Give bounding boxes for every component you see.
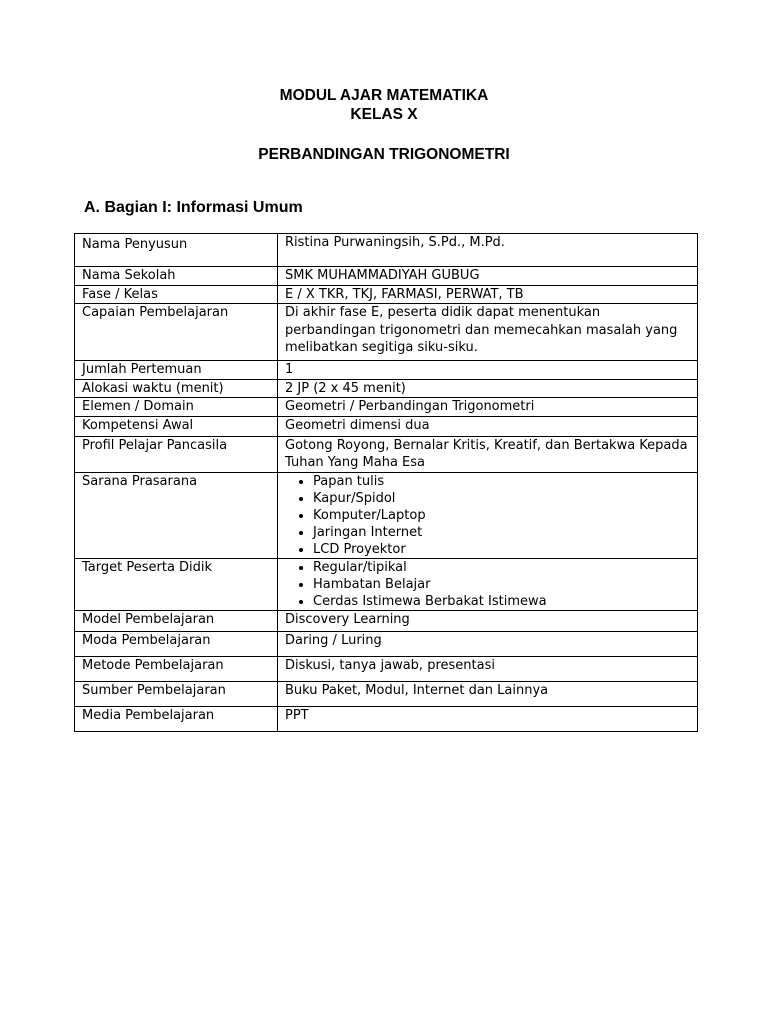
table-row: [75, 267, 698, 286]
row-label: Profil Pelajar Pancasila: [75, 436, 278, 472]
table-row: [75, 681, 698, 706]
row-value: SMK MUHAMMADIYAH GUBUG: [278, 267, 698, 286]
table-row: [75, 610, 698, 631]
general-info-table: [74, 233, 698, 732]
row-value: Ristina Purwaningsih, S.Pd., M.Pd.: [278, 234, 698, 267]
row-value: Geometri / Perbandingan Trigonometri: [278, 398, 698, 417]
row-label: Moda Pembelajaran: [75, 631, 278, 656]
list-item: • Komputer/Laptop: [313, 507, 691, 524]
row-value: PPT: [278, 706, 698, 731]
list-item: • Cerdas Istimewa Berbakat Istimewa: [313, 593, 691, 610]
table-row: [75, 398, 698, 417]
row-label: Kompetensi Awal: [75, 416, 278, 436]
row-label: Media Pembelajaran: [75, 706, 278, 731]
row-label: Elemen / Domain: [75, 398, 278, 417]
row-value: Geometri dimensi dua: [278, 416, 698, 436]
row-value: Diskusi, tanya jawab, presentasi: [278, 656, 698, 681]
section-heading: A. Bagian I: Informasi Umum: [84, 199, 303, 216]
row-label: Metode Pembelajaran: [75, 656, 278, 681]
table-row: [75, 304, 698, 361]
row-label: Alokasi waktu (menit): [75, 379, 278, 398]
row-label: Sumber Pembelajaran: [75, 681, 278, 706]
table-row: [75, 472, 698, 558]
row-value-list: [278, 472, 698, 558]
list-item: • LCD Proyektor: [313, 541, 691, 558]
table-row: [75, 285, 698, 304]
row-value: 2 JP (2 x 45 menit): [278, 379, 698, 398]
row-value: E / X TKR, TKJ, FARMASI, PERWAT, TB: [278, 285, 698, 304]
target-list: [285, 559, 691, 610]
list-item: • Jaringan Internet: [313, 524, 691, 541]
table-row: [75, 706, 698, 731]
row-label: Sarana Prasarana: [75, 472, 278, 558]
row-value: Daring / Luring: [278, 631, 698, 656]
row-value: Di akhir fase E, peserta didik dapat menentukan perbandingan trigonometri dan memecahkan masalah yang melibatkan segitiga siku-siku.: [278, 304, 698, 361]
row-label: Jumlah Pertemuan: [75, 361, 278, 380]
row-label: Nama Penyusun: [75, 234, 278, 267]
table-row: [75, 436, 698, 472]
row-label: Capaian Pembelajaran: [75, 304, 278, 361]
row-value: Buku Paket, Modul, Internet dan Lainnya: [278, 681, 698, 706]
table-row: [75, 631, 698, 656]
facility-list: [285, 473, 691, 558]
list-item: • Papan tulis: [313, 473, 691, 490]
class-title: KELAS X: [350, 106, 418, 123]
row-label: Fase / Kelas: [75, 285, 278, 304]
list-item: • Hambatan Belajar: [313, 576, 691, 593]
table-row: [75, 234, 698, 267]
row-value: Discovery Learning: [278, 610, 698, 631]
row-value-list: [278, 558, 698, 610]
row-value: Gotong Royong, Bernalar Kritis, Kreatif, dan Bertakwa Kepada Tuhan Yang Maha Esa: [278, 436, 698, 472]
row-label: Nama Sekolah: [75, 267, 278, 286]
row-label: Model Pembelajaran: [75, 610, 278, 631]
table-row: [75, 558, 698, 610]
list-item: • Kapur/Spidol: [313, 490, 691, 507]
table-row: [75, 416, 698, 436]
table-row: [75, 656, 698, 681]
topic-title: PERBANDINGAN TRIGONOMETRI: [258, 146, 510, 163]
list-item: • Regular/tipikal: [313, 559, 691, 576]
row-value: 1: [278, 361, 698, 380]
row-label: Target Peserta Didik: [75, 558, 278, 610]
module-title: MODUL AJAR MATEMATIKA: [279, 87, 489, 104]
table-row: [75, 379, 698, 398]
table-row: [75, 361, 698, 380]
